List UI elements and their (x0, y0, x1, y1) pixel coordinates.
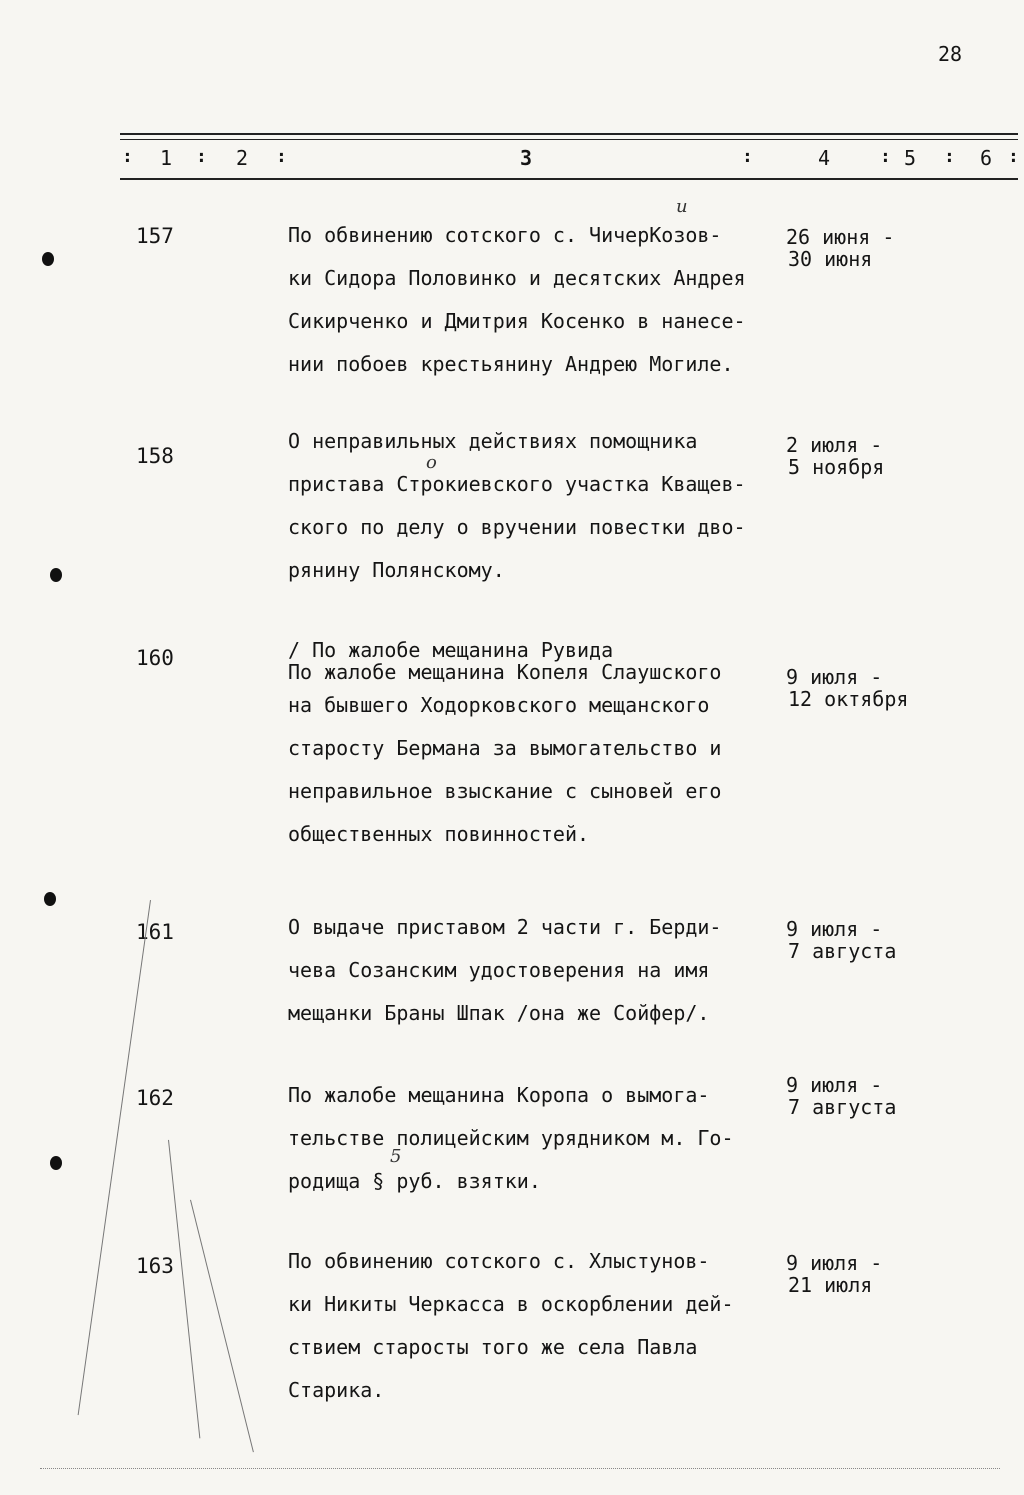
date-end: 5 ноября (788, 455, 885, 479)
header-sep: : (880, 146, 891, 167)
entry-line: ки Сидора Половинко и десятских Андрея (288, 266, 746, 290)
entry-line: ского по делу о вручении повестки дво- (288, 515, 746, 539)
entry-description (288, 1240, 788, 1412)
date-start: 9 июля - (786, 1073, 883, 1097)
entry-line: ки Никиты Черкасса в оскорблении дей- (288, 1292, 734, 1316)
entry-number: 163 (136, 1254, 174, 1278)
entry-line: мещанки Браны Шпак /она же Сойфер/. (288, 1001, 710, 1025)
entry-description (288, 640, 788, 856)
header-sep: : (1008, 146, 1019, 167)
date-end: 30 июня (788, 247, 873, 271)
pencil-stroke (78, 900, 151, 1415)
entry-dates (786, 1074, 896, 1118)
entry-line: рянину Полянскому. (288, 558, 505, 582)
header-sep: : (276, 146, 287, 167)
entry-description (288, 420, 788, 592)
header-sep: : (196, 146, 207, 167)
header-rule-top-thin (120, 139, 1018, 140)
entry-line: По жалобе мещанина Копеля Слаушского (288, 660, 722, 684)
entry-number: 160 (136, 646, 174, 670)
entry-dates (786, 1252, 882, 1296)
header-sep: : (122, 146, 133, 167)
header-col-6: 6 (980, 146, 993, 170)
handwritten-insert-mark: о (426, 452, 437, 473)
entry-dates (786, 226, 894, 270)
header-sep: : (742, 146, 753, 167)
date-end: 21 июля (788, 1273, 873, 1297)
entry-number: 158 (136, 444, 174, 468)
entry-number: 157 (136, 224, 174, 248)
date-end: 7 августа (788, 1095, 897, 1119)
date-end: 12 октября (788, 687, 909, 711)
entry-line: старосту Бермана за вымогательство и (288, 736, 722, 760)
bottom-rule (40, 1468, 1000, 1469)
entry-number: 162 (136, 1086, 174, 1110)
handwritten-amount: 5 (390, 1146, 402, 1167)
entry-number: 161 (136, 920, 174, 944)
header-col-3: 3 (520, 146, 533, 170)
entry-line: По обвинению сотского с. ЧичерКозов- (288, 223, 722, 247)
binding-hole (50, 568, 62, 582)
header-col-5: 5 (904, 146, 917, 170)
header-rule-top (120, 133, 1018, 135)
entry-description (288, 1074, 788, 1203)
header-col-4: 4 (818, 146, 831, 170)
header-sep: : (944, 146, 955, 167)
entry-line: тельстве полицейским урядником м. Го- (288, 1126, 734, 1150)
binding-hole (42, 252, 54, 266)
date-start: 26 июня - (786, 225, 895, 249)
entry-line: нии побоев крестьянину Андрею Могиле. (288, 352, 734, 376)
date-start: 9 июля - (786, 917, 883, 941)
entry-dates (786, 434, 884, 478)
entry-description (288, 214, 788, 386)
entry-line: родища § руб. взятки. (288, 1169, 541, 1193)
binding-hole (50, 1156, 62, 1170)
header-col-2: 2 (236, 146, 249, 170)
date-start: 2 июля - (786, 433, 883, 457)
entry-line: По обвинению сотского с. Хлыстунов- (288, 1249, 710, 1273)
entry-line: неправильное взыскание с сыновей его (288, 779, 722, 803)
entry-line: пристава Строкиевского участка Кващев- (288, 472, 746, 496)
entry-dates (786, 666, 908, 710)
entry-line: общественных повинностей. (288, 822, 590, 846)
entry-line: чева Созанским удостоверения на имя (288, 958, 710, 982)
entry-dates (786, 918, 896, 962)
entry-line: Сикирченко и Дмитрия Косенко в нанесе- (288, 309, 746, 333)
pencil-stroke (168, 1140, 200, 1438)
binding-hole (44, 892, 56, 906)
date-start: 9 июля - (786, 665, 883, 689)
handwritten-insert-letter: и (676, 196, 688, 217)
entry-line: О неправильных действиях помощника (288, 429, 698, 453)
header-rule-bottom (120, 178, 1018, 180)
entry-line: О выдаче приставом 2 части г. Берди- (288, 915, 722, 939)
entry-description (288, 906, 788, 1035)
date-start: 9 июля - (786, 1251, 883, 1275)
entry-line: Старика. (288, 1378, 385, 1402)
entry-prenote: / По жалобе мещанина Рувида (288, 638, 614, 662)
header-col-1: 1 (160, 146, 173, 170)
date-end: 7 августа (788, 939, 897, 963)
page-number: 28 (938, 42, 963, 66)
entry-line: По жалобе мещанина Коропа о вымога- (288, 1083, 710, 1107)
pencil-stroke (190, 1200, 254, 1453)
entry-line: на бывшего Ходорковского мещанского (288, 693, 710, 717)
entry-line: ствием старосты того же села Павла (288, 1335, 698, 1359)
